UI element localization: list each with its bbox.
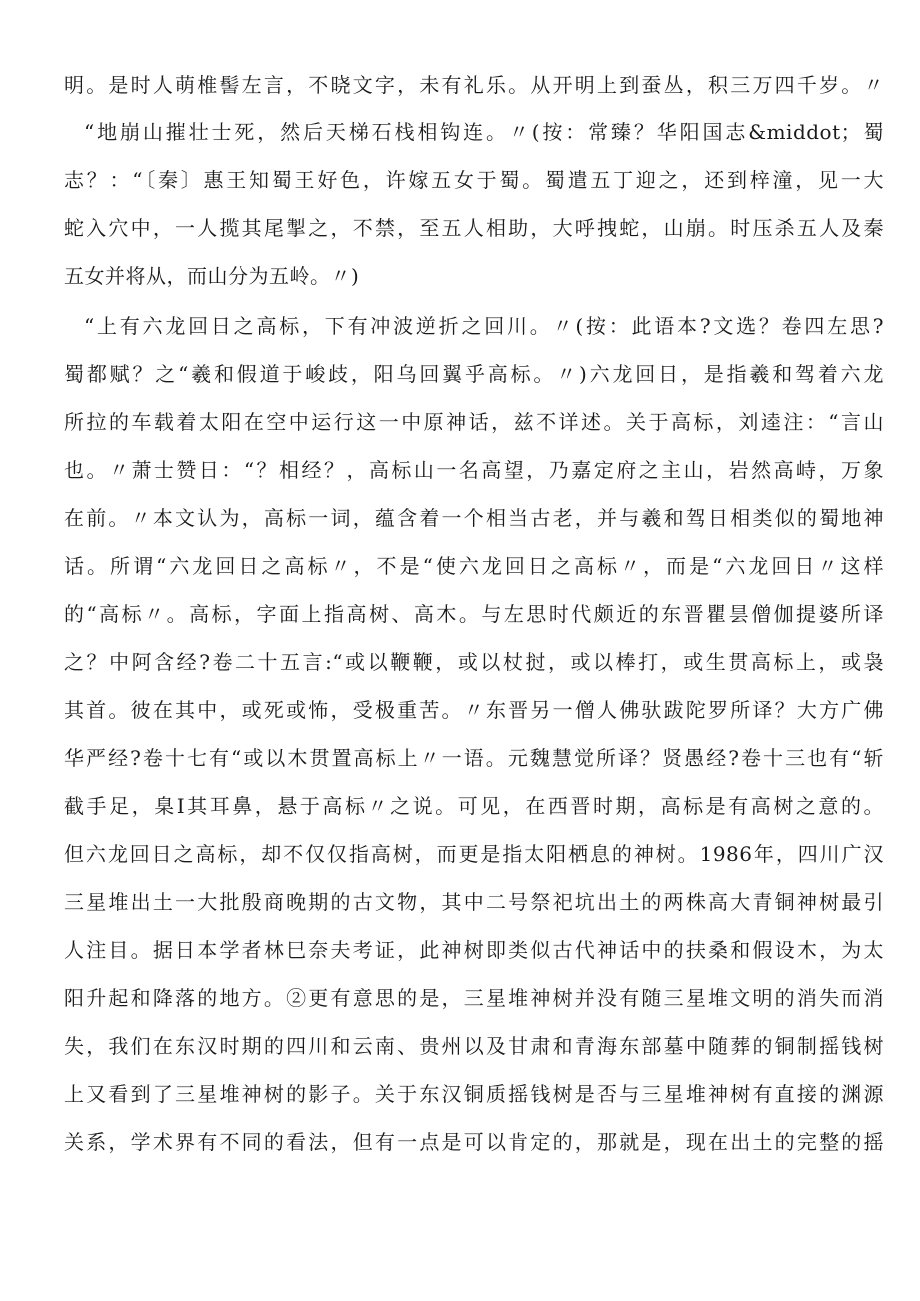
text-line: 所拉的车载着太阳在空中运行这一中原神话，兹不详述。关于高标，刘逵注：“言山 [64,410,884,434]
text-line: 在前。〃本文认为，高标一词，蕴含着一个相当古老，并与羲和驾日相类似的蜀地神 [64,506,884,530]
text-line: 其首。彼在其中，或死或怖，受极重苦。〃东晋另一僧人佛驮跋陀罗所译？大方广佛 [64,698,884,722]
text-line: 截手足，臬Ⅰ其耳鼻，悬于高标〃之说。可见，在西晋时期，高标是有高树之意的。 [64,794,884,818]
text-line: “上有六龙回日之高标，下有冲波逆折之回川。〃(按：此语本?文选？卷四左思? [84,314,884,338]
text-line: 关系，学术界有不同的看法，但有一点是可以肯定的，那就是，现在出土的完整的摇 [64,1130,884,1154]
text-line: “地崩山摧壮士死，然后天梯石栈相钩连。〃(按：常臻？华阳国志&middot；蜀 [84,120,884,144]
text-line: 人注目。据日本学者林巳奈夫考证，此神树即类似古代神话中的扶桑和假设木，为太 [64,938,884,962]
text-line: 的“高标〃。高标，字面上指高树、高木。与左思时代颇近的东晋瞿昙僧伽提婆所译 [64,602,884,626]
text-line: 也。〃萧士赞日：“？相经？，高标山一名高望，乃嘉定府之主山，岩然高峙，万象 [64,458,884,482]
text-line: 三星堆出土一大批殷商晚期的古文物，其中二号祭祀坑出土的两株高大青铜神树最引 [64,890,884,914]
text-line: 上又看到了三星堆神树的影子。关于东汉铜质摇钱树是否与三星堆神树有直接的渊源 [64,1082,884,1106]
text-line: 失，我们在东汉时期的四川和云南、贵州以及甘肃和青海东部墓中随葬的铜制摇钱树 [64,1034,884,1058]
text-line: 阳升起和降落的地方。②更有意思的是，三星堆神树并没有随三星堆文明的消失而消 [64,986,884,1010]
text-line: 明。是时人萌椎髻左言，不晓文字，未有礼乐。从开明上到蚕丛，积三万四千岁。〃 [64,73,884,97]
text-line: 之？中阿含经?卷二十五言:“或以鞭鞭，或以杖挝，或以棒打，或生贯高标上，或袅 [64,650,884,674]
text-line: 但六龙回日之高标，却不仅仅指高树，而更是指太阳栖息的神树。1986年，四川广汉 [64,842,884,866]
text-line: 五女并将从，而山分为五岭。〃) [64,264,360,288]
text-line: 话。所谓“六龙回日之高标〃，不是“使六龙回日之高标〃，而是“六龙回日〃这样 [64,554,884,578]
text-line: 志？：“〔秦〕惠王知蜀王好色，许嫁五女于蜀。蜀遣五丁迎之，还到梓潼，见一大 [64,168,884,192]
text-line: 华严经?卷十七有“或以木贯置高标上〃一语。元魏慧觉所译？贤愚经?卷十三也有“斩 [64,746,884,770]
text-line: 蜀都赋？之“羲和假道于峻歧，阳乌回翼乎高标。〃)六龙回日，是指羲和驾着六龙 [64,362,884,386]
text-line: 蛇入穴中，一人揽其尾掣之，不禁，至五人相助，大呼拽蛇，山崩。时压杀五人及秦 [64,216,884,240]
